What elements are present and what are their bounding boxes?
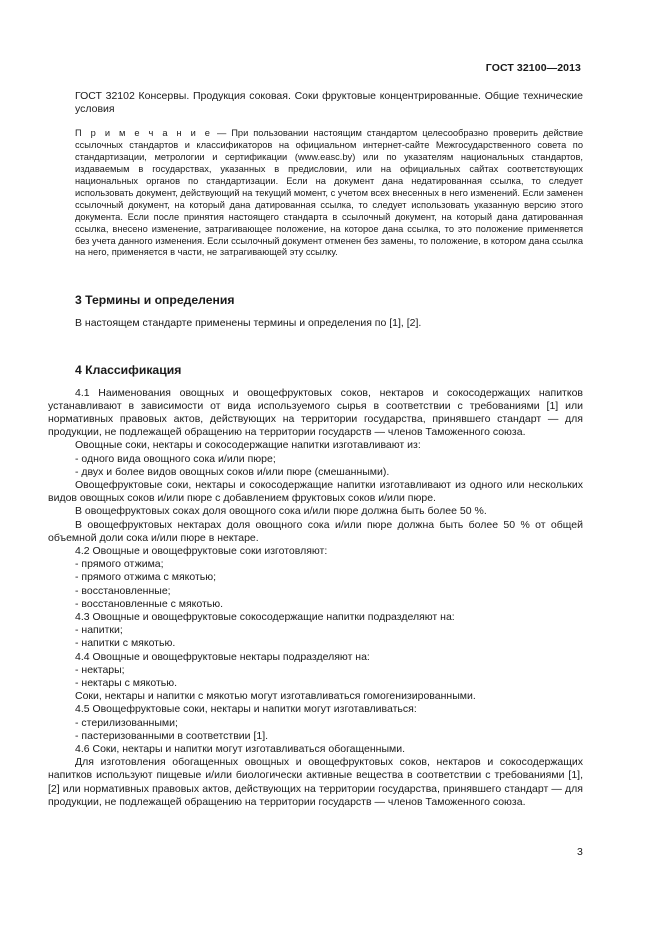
section-4-heading: 4 Классификация bbox=[75, 362, 182, 377]
section-4-body bbox=[48, 387, 583, 810]
section-3-heading: 3 Термины и определения bbox=[75, 293, 235, 308]
clause-4-3: 4.3 Овощные и овощефруктовые сокосодержащие напитки подразделяют на: bbox=[75, 611, 455, 624]
nectar-share-paragraph: В овощефруктовых нектарах доля овощного сока и/или пюре должна быть более 50 % от общей объемной доли сока и/или пюре в нектаре. bbox=[48, 518, 583, 544]
homogenized-paragraph: Соки, нектары и напитки с мякотью могут изготавливаться гомогенизированными. bbox=[75, 690, 476, 703]
list-item: - нектары; bbox=[75, 663, 125, 676]
fortified-paragraph: Для изготовления обогащенных овощных и овощефруктовых соков, нектаров и сокосодержащих напитков используют пищевые и/или биологически активные вещества в соответствии с требованиями [1], [2] или нормативных правовых актов, действующих на территории государства, принявшего стандарт — для продукции, не подлежащей обращению на территории государств — членов Таможенного союза. bbox=[48, 756, 583, 808]
list-item: - напитки; bbox=[75, 624, 123, 637]
clause-4-1: 4.1 Наименования овощных и овощефруктовых соков, нектаров и сокосодержащих напитков устанавливают в зависимости от вида используемого сырья в соответствии с требованиями [1] или нормативных правовых актов, действующих на территории государства, принявшего стандарт — для продукции, не подлежащей обращению на территории государств — членов Таможенного союза. bbox=[48, 386, 583, 439]
page-content bbox=[48, 90, 583, 809]
note-text: — При пользовании настоящим стандартом целесообразно проверить действие ссылочных стандартов и классификаторов на официальном интернет-сайте Межгосударственного совета по стандартизации, метрологии и сертификации (www.easc.by) или по указателям национальных стандартов, издаваемым в государствах, указанных в предисловии, или на официальных сайтах соответствующих национальных органов по стандартизации. Если на документ дана недатированная ссылка, то следует использовать документ, действующий на текущий момент, с учетом всех внесенных в него изменений. Если заменен ссылочный документ, на который дана датированная ссылка, то следует использовать указанную версию этого документа. Если после принятия настоящего стандарта в ссылочный документ, на который дана датированная ссылка, внесено изменение, затрагивающее положение, на которое дана ссылка, то это положение применяется без учета данного изменения. Если ссылочный документ отменен без замены, то положение, в котором дана ссылка на него, применяется в части, не затрагивающей эту ссылку. bbox=[75, 128, 583, 258]
page-number: 3 bbox=[577, 846, 583, 858]
list-item: - восстановленные; bbox=[75, 584, 171, 597]
section-3-text: В настоящем стандарте применены термины и определения по [1], [2]. bbox=[75, 317, 422, 330]
clause-4-6: 4.6 Соки, нектары и напитки могут изготавливаться обогащенными. bbox=[75, 743, 406, 756]
list-item: - нектары с мякотью. bbox=[75, 677, 178, 690]
list-item: - прямого отжима; bbox=[75, 558, 164, 571]
list-item: - одного вида овощного сока и/или пюре; bbox=[75, 452, 276, 465]
clause-4-2: 4.2 Овощные и овощефруктовые соки изготовляют: bbox=[75, 545, 328, 558]
list-item: - двух и более видов овощных соков и/или пюре (смешанными). bbox=[75, 465, 390, 478]
note-label: П р и м е ч а н и е bbox=[75, 128, 212, 139]
list-item: - напитки с мякотью. bbox=[75, 637, 176, 650]
list-item: - стерилизованными; bbox=[75, 716, 178, 729]
list-item: - восстановленные с мякотью. bbox=[75, 597, 224, 610]
juice-share-paragraph: В овощефруктовых соках доля овощного сока и/или пюре должна быть более 50 %. bbox=[75, 505, 487, 518]
mixed-juices-paragraph: Овощефруктовые соки, нектары и сокосодержащие напитки изготавливают из одного или нескольких видов овощных соков и/или пюре с добавлением фруктовых соков и/или пюре. bbox=[48, 479, 583, 505]
vegetable-sources-intro: Овощные соки, нектары и сокосодержащие напитки изготавливают из: bbox=[75, 439, 421, 452]
list-item: - пастеризованными в соответствии [1]. bbox=[75, 729, 269, 742]
document-code-header: ГОСТ 32100—2013 bbox=[485, 62, 581, 74]
clause-4-4: 4.4 Овощные и овощефруктовые нектары подразделяют на: bbox=[75, 650, 370, 663]
clause-4-5: 4.5 Овощефруктовые соки, нектары и напитки могут изготавливаться: bbox=[75, 703, 417, 716]
note-paragraph bbox=[75, 128, 583, 259]
normative-reference: ГОСТ 32102 Консервы. Продукция соковая. Соки фруктовые концентрированные. Общие технические условия bbox=[75, 90, 583, 116]
list-item: - прямого отжима с мякотью; bbox=[75, 571, 217, 584]
